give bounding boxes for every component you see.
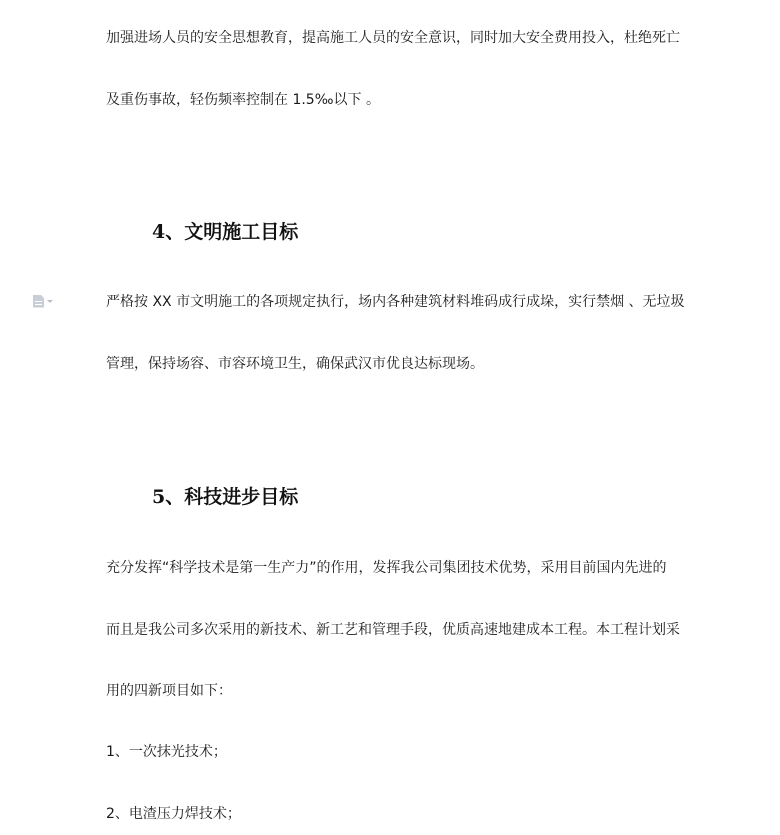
section-5-heading: 5、科技进步目标 <box>152 486 299 508</box>
chevron-down-icon <box>47 300 53 303</box>
document-icon <box>33 295 44 308</box>
section-4-heading: 4、文明施工目标 <box>152 221 299 243</box>
paragraph-marker[interactable] <box>33 293 61 309</box>
section-4-paragraph-line-2: 管理，保持场容、市容环境卫生，确保武汉市优良达标现场。 <box>106 356 484 372</box>
safety-paragraph-line-2: 及重伤事故，轻伤频率控制在 1.5‰以下 。 <box>106 92 380 108</box>
safety-paragraph-line-1: 加强进场人员的安全思想教育，提高施工人员的安全意识，同时加大安全费用投入，杜绝死亡 <box>106 30 680 46</box>
section-5-paragraph-line-1: 充分发挥“科学技术是第一生产力”的作用，发挥我公司集团技术优势，采用目前国内先进的 <box>106 560 667 576</box>
section-4-paragraph-line-1: 严格按 XX 市文明施工的各项规定执行，场内各种建筑材料堆码成行成垛，实行禁烟 、无垃圾 <box>106 294 685 310</box>
section-5-paragraph-line-3: 用的四新项目如下： <box>106 683 232 699</box>
section-5-paragraph-line-2: 而且是我公司多次采用的新技术、新工艺和管理手段，优质高速地建成本工程。本工程计划采 <box>106 622 680 638</box>
list-item: 1、一次抹光技术； <box>106 744 227 760</box>
list-item: 2、电渣压力焊技术； <box>106 806 241 822</box>
